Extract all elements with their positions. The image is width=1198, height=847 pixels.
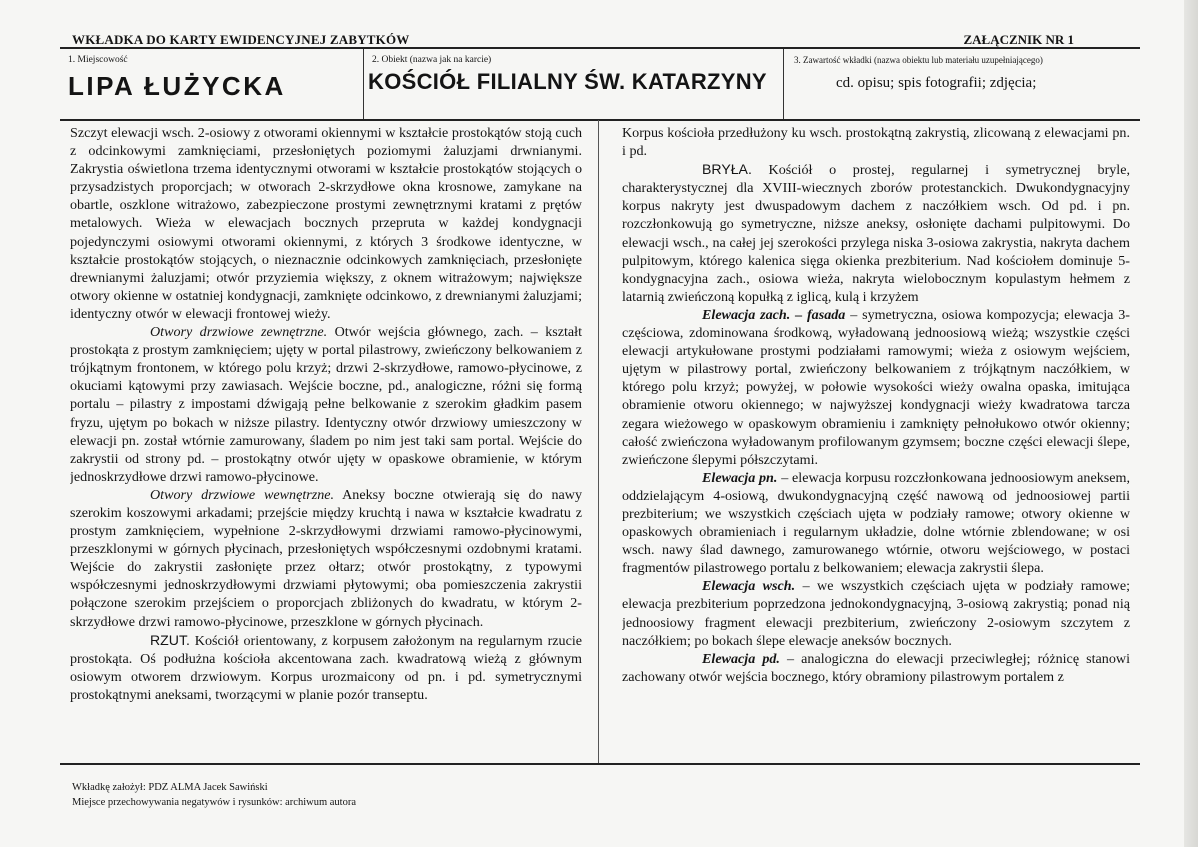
right-column xyxy=(622,124,1130,760)
text-exterior-doors: Otwór wejścia głównego, zach. – kształt prostokąta z prostym zamknięciem; ujęty w portal pilastrowy, zwieńczony belkowaniem z trójkątnym frontonem, w którego polu krzyż; drzwi 2-skrzydłowe, ramowo-płycinowe, z okuciami kątowymi przy zawiasach. Wejście boczne, pd., analogiczne, różni się formą portalu – pilastry z impostami dźwigają pełne belkowanie z szerokim gładkim pasem fryzu, ujętym po bokach w niższe pilastry. Identyczny otwór drzwiowy umieszczony w elewacji pn. został wtórnie zamurowany, śladem po nim jest taki sam portal. Wejście do zakrystii od strony pd. – prostokątny otwór ujęty w opaskowe obramienie, w którym jednoskrzydłowe drzwi ramowo-płycinowe. xyxy=(70,324,582,485)
paragraph-south-elevation xyxy=(622,650,1130,686)
column-divider xyxy=(598,120,599,763)
text-plan: Kościół orientowany, z korpusem założonym na regularnym rzucie prostokąta. Oś podłużna kościoła akcentowana zach. kwadratową wieżą z głównym osiowym otworem drzwiowym. Korpus urozmaicony od pn. i pd. symetrycznymi prostokątnymi aneksami, tworzącymi w planie pozór transeptu. xyxy=(70,632,582,703)
text-north-elevation: – elewacja korpusu rozczłonkowana jednoosiowym aneksem, oddzielającym 4-osiową, dwukondygnacyjną część nawową od jednoosiowej partii prezbiterium; we wszystkich częściach ujęta w podziały ramowe; otwory okienne w opaskowych obramieniach i regularnym układzie, dolne wtórnie zblendowane; w osi wsch. nawy ślad dawnego, zamurowanego wtórnie, otworu wejściowego, w postaci fragmentów pilastrowego portalu z belkowaniem; elewacja zakrystii ślepa. xyxy=(622,469,1130,577)
paragraph-massing xyxy=(622,160,1130,306)
text-south-elevation: – analogiczna do elewacji przeciwległej; różnicę stanowi zachowany otwór wejścia bocznego, który obramiony pilastrowym portalem z xyxy=(622,650,1130,685)
field-object xyxy=(364,49,784,119)
field-object-label: 2. Obiekt (nazwa jak na karcie) xyxy=(372,55,492,65)
field-locality xyxy=(60,49,364,119)
paragraph-north-elevation xyxy=(622,469,1130,578)
text-massing: Kościół o prostej, regularnej i symetrycznej bryle, charakterystycznej dla XVIII-wiecznych zborów protestanckich. Dwukondygnacyjny korpus nakryty jest dwuspadowym dachem z naczółkiem wsch. Od pd. i pn. rozczłonkowują go symetryczne, niższe aneksy, osłonięte dachami pulpitowymi. Do elewacji wsch., na całej jej szerokości przylega niska 3-osiowa zakrystia, nakryta dachem pulpitowym, którego kalenica sięga okienka prezbiterium. Nad kościołem dominuje 5-kondygnacyjna zach., osiowa wieża, nakryta wielobocznym kopulastym hełmem z latarnią zwieńczoną kopułką z iglicą, kulą i krzyżem xyxy=(622,162,1130,305)
text-east-elevation: – we wszystkich częściach ujęta w podziały ramowe; elewacja prezbiterium poprzedzona jednokondygnacyjną, 3-osiową zakrystią; ponad nią jednoosiowy fragment elewacji prezbiterium, zwieńczony 2-osiowym szczytem z naczółkiem; po bokach ślepe elewacje aneksów bocznych. xyxy=(622,578,1130,649)
field-object-value: KOŚCIÓŁ FILIALNY ŚW. KATARZYNY xyxy=(368,69,767,94)
attachment-label: ZAŁĄCZNIK NR 1 xyxy=(963,32,1074,47)
paragraph-exterior-doors xyxy=(70,323,582,486)
document-title: WKŁADKA DO KARTY EWIDENCYJNEJ ZABYTKÓW xyxy=(72,32,410,47)
heading-interior-doors: Otwory drzwiowe wewnętrzne. xyxy=(150,486,335,503)
left-column xyxy=(70,124,582,760)
field-locality-label: 1. Miejscowość xyxy=(68,55,128,65)
header-bottom-rule xyxy=(60,119,1140,121)
heading-north-elevation: Elewacja pn. xyxy=(702,469,778,486)
field-locality-value: LIPA ŁUŻYCKA xyxy=(68,71,286,101)
footer-archive: Miejsce przechowywania negatywów i rysunków: archiwum autora xyxy=(72,797,356,808)
paragraph-west-elevation xyxy=(622,306,1130,469)
paragraph-interior-doors xyxy=(70,486,582,631)
heading-exterior-doors: Otwory drzwiowe zewnętrzne. xyxy=(150,324,328,341)
field-contents xyxy=(784,49,1140,119)
paragraph-gable: Szczyt elewacji wsch. 2-osiowy z otworami okiennymi w kształcie prostokątów stoją cuch z odcinkowymi zamknięciami, przesłoniętych poziomymi żaluzjami drwnianymi. Zakrystia oświetlona trzema identycznymi otworami w kształcie prostokątów stojących o przysadzistych proporcjach; w otworach 2-skrzydłowe okna krosnowe, zamykane na obartle, oszklone witrażowo, zabezpieczone prostymi zewnętrznymi kratami z prętów metalowych. Wieża w elewacjach bocznych przepruta w każdej kondygnacji pojedynczymi osiowymi otworami okiennymi, z których 3 środkowe identyczne, w kształcie prostokątów stojących, o nieznacznie odcinkowych zamknięciach, przesłonięte drewnianymi żaluzjami; otwór przyziemia większy, z oknem witrażowym; największe otwory okienne w ostatniej kondygnacji, zamknięte odcinkowo, z drewnianymi żaluzjami; identyczny otwór w elewacji frontowej wieży. xyxy=(70,125,582,322)
heading-west-elevation: Elewacja zach. – fasada xyxy=(702,306,846,323)
heading-massing: BRYŁA. xyxy=(702,161,752,178)
text-interior-doors: Aneksy boczne otwierają się do nawy szerokim koszowymi arkadami; przejście między kruchtą i nawa w kształcie kwadratu z prostym zamknięciem, wypełnione 2-skrzydłowymi drzwiami ramowo-płycinowymi, przeszklonymi w górnych płycinach, przesłoniętych współczesnymi ozdobnymi kratami. Wejście do zakrystii zasłonięte przez ołtarz; otwór prostokątny, z typowymi współczesnymi jednoskrzydłowymi drzwiami płytowymi; oba pomieszczenia zakrystii połączone szerokim przejściem o proporcjach zbliżonych do kwadratu, w którym 2-skrzydłowe drzwi ramowo-płycinowe, przeszklone w górnych płycinach. xyxy=(70,486,582,630)
bottom-rule xyxy=(60,763,1140,765)
heading-east-elevation: Elewacja wsch. xyxy=(702,578,796,595)
text-west-elevation: – symetryczna, osiowa kompozycja; elewacja 3-częściowa, zdominowana środkową, wyładowaną jednoosiową wieżą; wszystkie części elewacji artykułowane prostymi podziałami ramowymi; wieża z osiowym wejściem, ujętym w pilastrowy portal, zwieńczony belkowaniem z trójkątnym naczółkiem, w którego polu krzyż; powyżej, w połowie wysokości wieży owalna opaska, imitująca obramienie otworu okiennego; w najwyższej kondygnacji wieży kwadratowa tarcza zegara wieżowego w opaskowym obramieniu i zamknięty pełnołukowo otwór okienny; całość zwieńczona wyładowanym profilowanym gzymsem; boczne części elewacji ślepe, zwieńczone ślepymi półszczytami. xyxy=(622,306,1130,468)
field-contents-value: cd. opisu; spis fotografii; zdjęcia; xyxy=(836,75,1037,91)
scan-edge xyxy=(1184,0,1198,847)
heading-south-elevation: Elewacja pd. xyxy=(702,650,780,667)
field-contents-label: 3. Zawartość wkładki (nazwa obiektu lub materiału uzupełniającego) xyxy=(794,55,1043,65)
paragraph-body-extension: Korpus kościoła przedłużony ku wsch. prostokątną zakrystią, zlicowaną z elewacjami pn. i pd. xyxy=(622,125,1130,160)
paragraph-plan xyxy=(70,631,582,704)
footer xyxy=(72,780,356,810)
footer-author: Wkładkę założył: PDZ ALMA Jacek Sawiński xyxy=(72,782,268,793)
heading-plan: RZUT. xyxy=(150,631,190,648)
paragraph-east-elevation xyxy=(622,577,1130,649)
